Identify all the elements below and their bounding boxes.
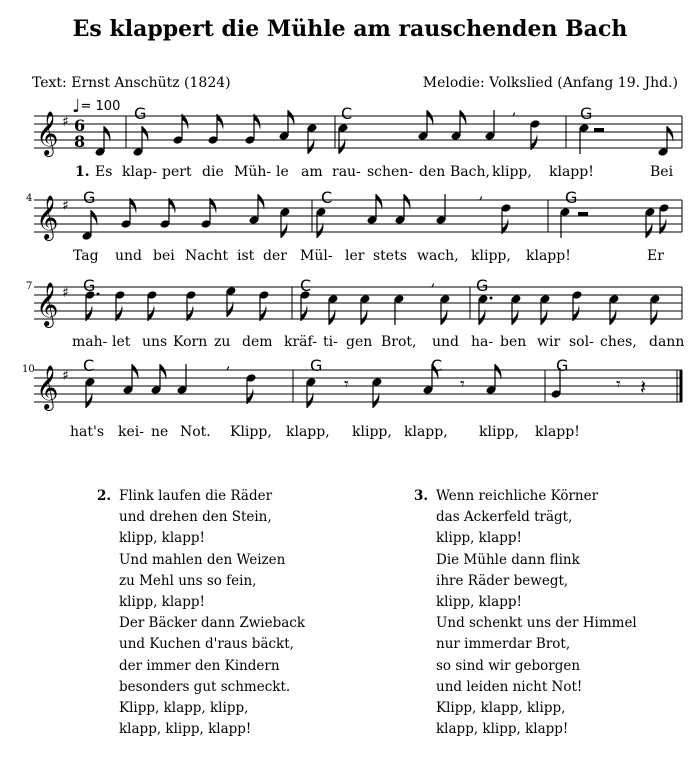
breath-mark: , (431, 273, 436, 289)
composer-credit: Melodie: Volkslied (Anfang 19. Jhd.) (422, 75, 678, 91)
verse-line: nur immerdar Brot, (436, 636, 571, 653)
verse-number: 2. (97, 488, 112, 504)
chord-symbol: G (134, 104, 147, 123)
treble-clef-icon: 𝄞 (36, 111, 59, 155)
tempo-value: = 100 (80, 99, 121, 114)
lyric-syllable: bei (153, 248, 175, 264)
lyric-syllable: ches, (600, 334, 637, 350)
verse-line: so sind wir geborgen (436, 657, 581, 674)
lyric-syllable: zu (214, 334, 231, 350)
note (246, 373, 257, 404)
verse-number: 3. (414, 488, 429, 504)
lyric-syllable: Mül- (300, 248, 333, 264)
note (259, 290, 270, 321)
lyric-syllable: Brot, (381, 334, 417, 350)
verse-line: das Ackerfeld trägt, (436, 509, 573, 526)
half-rest (594, 128, 604, 132)
note (360, 294, 371, 325)
note (147, 290, 158, 321)
lyric-syllable: ti- (323, 334, 338, 350)
lyric-syllable: gen (346, 334, 373, 350)
key-signature-sharp: ♯ (62, 114, 69, 130)
note (418, 110, 434, 141)
lyric-syllable: ler (345, 248, 365, 264)
lyric-syllable: sol- (569, 334, 594, 350)
lyric-syllable: Er (647, 248, 664, 264)
lyric-syllable: uns (142, 334, 168, 350)
lyric-syllable: klipp, (352, 424, 392, 440)
breath-mark: , (512, 102, 517, 118)
note (440, 294, 451, 325)
note (226, 286, 237, 317)
time-signature-top: 6 (74, 116, 86, 135)
note (306, 377, 317, 408)
note (177, 364, 188, 395)
verse-line: klapp, klipp, klapp! (436, 721, 569, 738)
chord-symbol: G (580, 104, 593, 123)
note (436, 194, 447, 225)
chord-symbol: G (310, 356, 323, 375)
note (186, 290, 197, 321)
verse-line: klipp, klapp! (119, 530, 205, 547)
verse-2 (97, 486, 305, 740)
lyric-syllable: klap- (122, 164, 157, 180)
lyric-syllable: klapp, (404, 424, 448, 440)
note (478, 294, 493, 325)
measure-number: 7 (26, 281, 33, 292)
note (249, 194, 265, 225)
time-signature-bottom: 8 (74, 132, 86, 151)
lyric-syllable: und (432, 334, 459, 350)
note (82, 210, 98, 241)
note (85, 377, 96, 408)
lyric-syllable: und (115, 248, 142, 264)
chord-symbol: C (341, 104, 353, 123)
verse-line: ihre Räder bewegt, (436, 572, 569, 589)
lyric-syllable: kräf- (284, 334, 317, 350)
breath-mark: , (479, 186, 484, 202)
lyric-syllable: kei- (118, 424, 144, 440)
note (658, 126, 674, 157)
verse-line: Klipp, klapp, klipp, (119, 700, 249, 717)
lyric-syllable: Klipp, (230, 424, 272, 440)
note (659, 203, 670, 234)
chord-symbol: C (83, 356, 95, 375)
note (279, 110, 295, 141)
verse-line: Und mahlen den Weizen (119, 551, 286, 568)
verse-line: und drehen den Stein, (119, 509, 272, 526)
note (650, 294, 661, 325)
note (645, 207, 656, 238)
lyric-syllable: le (276, 164, 289, 180)
verse-line: und Kuchen d'raus bäckt, (119, 636, 294, 653)
breath-mark: , (226, 356, 231, 372)
key-signature-sharp: ♯ (62, 198, 69, 214)
lyric-syllable: wir (537, 334, 561, 350)
lyric-syllable: klipp, (492, 164, 532, 180)
lyric-syllable: klapp! (535, 424, 580, 440)
lyric-syllable: Bei (650, 164, 674, 180)
eighth-rest: 𝄾 (460, 374, 465, 395)
chord-symbol: C (431, 356, 443, 375)
lyric-syllable: pert (162, 164, 192, 180)
note (95, 126, 111, 157)
verse-line: Flink laufen die Räder (119, 488, 273, 504)
verse-line: zu Mehl uns so fein, (119, 572, 257, 589)
note (579, 123, 590, 154)
verse-line: besonders gut schmeckt. (119, 678, 291, 695)
lyrics-line-3 (60, 334, 685, 354)
lyric-syllable: Not. (180, 424, 211, 440)
lyric-syllable: ha- (471, 334, 494, 350)
quarter-rest: 𝄽 (640, 375, 647, 399)
note (486, 364, 502, 395)
treble-clef-icon: 𝄞 (36, 195, 59, 239)
lyric-syllable: Nacht (185, 248, 229, 264)
lyric-syllable: Bach, (450, 164, 490, 180)
lyric-syllable: der (263, 248, 287, 264)
note (280, 207, 291, 238)
lyric-syllable: ne (151, 424, 169, 440)
chord-symbol: C (300, 276, 312, 295)
treble-clef-icon: 𝄞 (36, 282, 59, 326)
measure-number: 4 (26, 193, 33, 204)
chord-symbol: G (476, 276, 489, 295)
note (394, 294, 405, 325)
note (307, 123, 318, 154)
verse-line: klipp, klapp! (119, 594, 205, 611)
note (115, 290, 126, 321)
lyric-syllable: Es (95, 164, 113, 180)
lyric-syllable: Tag (73, 248, 99, 264)
lyric-syllable: klapp! (549, 164, 594, 180)
lyric-syllable: 1. (75, 164, 90, 180)
measure-number: 10 (22, 364, 35, 375)
verse-line: Und schenkt uns der Himmel (436, 615, 637, 632)
chord-symbol: G (556, 356, 569, 375)
note (485, 110, 496, 141)
key-signature-sharp: ♯ (62, 368, 69, 384)
key-signature-sharp: ♯ (62, 285, 69, 301)
lyrics-line-1 (60, 164, 680, 184)
lyric-syllable: klapp! (526, 248, 571, 264)
verse-line: klapp, klipp, klapp! (119, 721, 252, 738)
lyric-syllable: dem (242, 334, 273, 350)
verse-line: Klipp, klapp, klipp, (436, 700, 566, 717)
verse-line: Der Bäcker dann Zwieback (119, 615, 306, 632)
note (451, 110, 467, 141)
note (609, 294, 620, 325)
note (511, 294, 522, 325)
lyric-syllable: dann (649, 334, 685, 350)
note (338, 123, 349, 154)
lyric-syllable: klipp, (479, 424, 519, 440)
lyric-syllable: ist (237, 248, 255, 264)
treble-clef-icon: 𝄞 (36, 365, 59, 409)
lyric-syllable: stets (373, 248, 407, 264)
chord-symbol: G (83, 276, 96, 295)
lyric-syllable: Korn (173, 334, 208, 350)
chord-symbol: C (321, 188, 333, 207)
note (133, 126, 149, 157)
note (372, 377, 383, 408)
lyric-syllable: mah- (72, 334, 108, 350)
song-title: Es klappert die Mühle am rauschenden Bach (72, 16, 628, 42)
half-rest (578, 212, 588, 216)
lyric-syllable: rau- (332, 164, 361, 180)
verse-3 (414, 486, 637, 740)
lyric-syllable: schen- (367, 164, 414, 180)
eighth-rest: 𝄾 (616, 374, 621, 395)
lyrics-line-2 (60, 248, 680, 268)
lyric-syllable: hat's (70, 424, 105, 440)
note (367, 194, 383, 225)
lyricist-credit: Text: Ernst Anschütz (1824) (32, 75, 231, 91)
verse-line: Wenn reichliche Körner (436, 488, 599, 504)
chord-symbol: G (83, 188, 96, 207)
lyric-syllable: die (202, 164, 224, 180)
chord-symbol: G (565, 188, 578, 207)
note (530, 119, 541, 150)
verse-line: und leiden nicht Not! (436, 678, 583, 695)
verse-line: der immer den Kindern (119, 657, 280, 674)
quarter-note-icon: ♩ (72, 96, 81, 117)
note (560, 207, 571, 238)
note (328, 294, 339, 325)
lyric-syllable: den (419, 164, 446, 180)
lyric-syllable: wach, (417, 248, 459, 264)
lyric-syllable: klipp, (471, 248, 511, 264)
note (123, 364, 139, 395)
lyric-syllable: am (301, 164, 323, 180)
verse-line: klipp, klapp! (436, 594, 522, 611)
lyric-syllable: klapp, (286, 424, 330, 440)
verse-line: klipp, klapp! (436, 530, 522, 547)
eighth-rest: 𝄾 (344, 374, 349, 395)
note (395, 194, 411, 225)
lyric-syllable: Müh- (234, 164, 272, 180)
note (540, 294, 551, 325)
lyric-syllable: ben (500, 334, 527, 350)
lyric-syllable: let (112, 334, 131, 350)
lyrics-line-4 (60, 424, 680, 444)
note (151, 364, 167, 395)
verse-line: Die Mühle dann flink (436, 551, 580, 568)
note (501, 203, 512, 234)
note (572, 290, 583, 321)
note (316, 207, 327, 238)
